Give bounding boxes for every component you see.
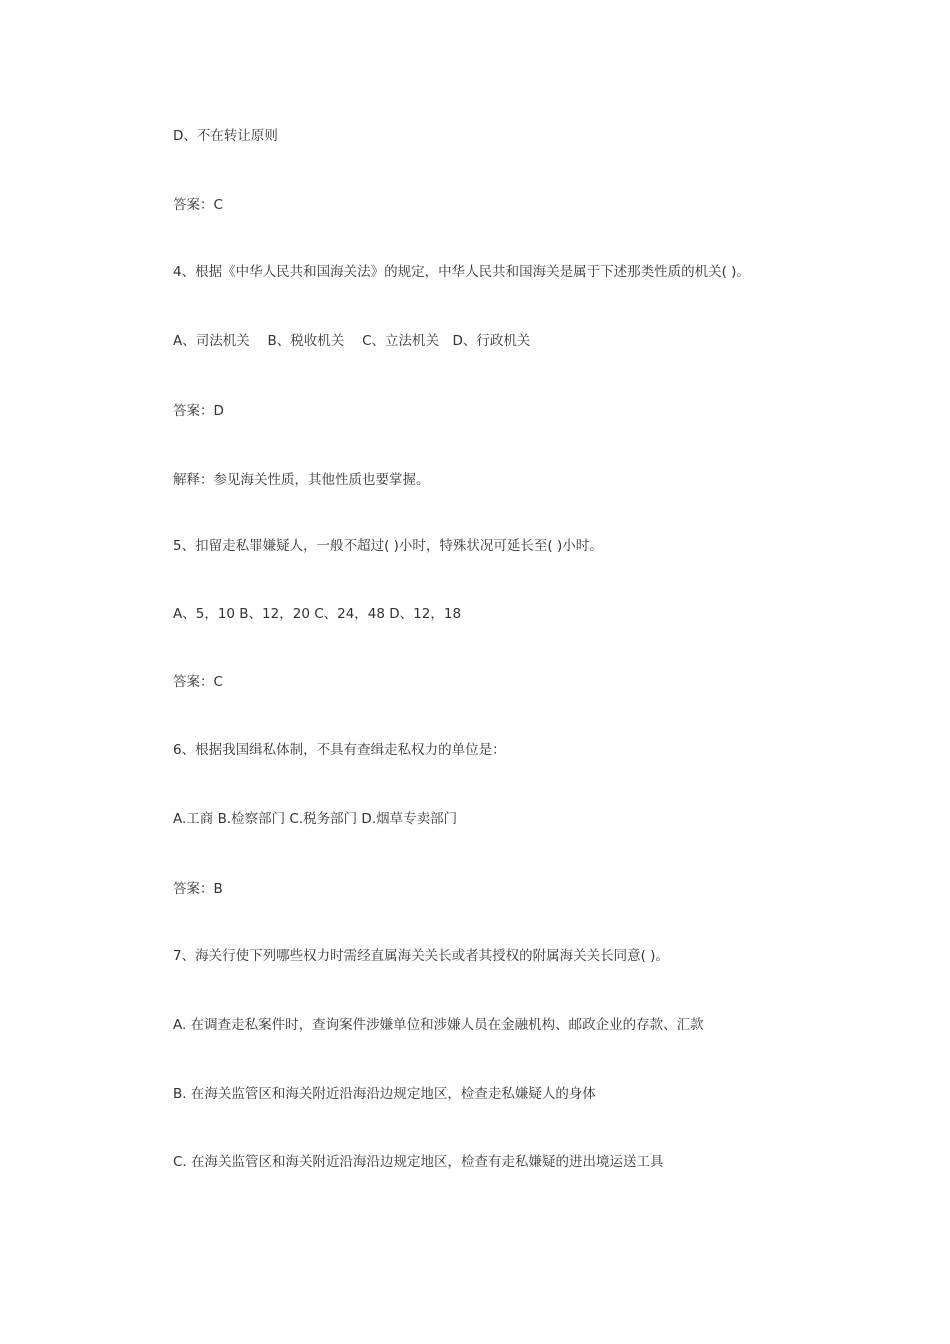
option-d-q3: D、不在转让原则 (173, 128, 278, 144)
question-4: 4、根据《中华人民共和国海关法》的规定，中华人民共和国海关是属于下述那类性质的机关( )。 (173, 264, 750, 280)
options-q4: A、司法机关 B、税收机关 C、立法机关 D、行政机关 (173, 333, 531, 349)
option-a-q7: A. 在调查走私案件时，查询案件涉嫌单位和涉嫌人员在金融机构、邮政企业的存款、汇款 (173, 1017, 704, 1033)
option-c-q7: C. 在海关监管区和海关附近沿海沿边规定地区，检查有走私嫌疑的进出境运送工具 (173, 1154, 664, 1170)
question-7: 7、海关行使下列哪些权力时需经直属海关关长或者其授权的附属海关关长同意( )。 (173, 948, 669, 964)
options-q5: A、5，10 B、12，20 C、24，48 D、12，18 (173, 606, 462, 622)
question-5: 5、扣留走私罪嫌疑人，一般不超过( )小时，特殊状况可延长至( )小时。 (173, 538, 603, 554)
options-q6: A.工商 B.检察部门 C.税务部门 D.烟草专卖部门 (173, 811, 458, 827)
answer-q5: 答案：C (173, 674, 223, 690)
question-6: 6、根据我国缉私体制，不具有查缉走私权力的单位是： (173, 742, 506, 758)
explanation-q4: 解释：参见海关性质，其他性质也要掌握。 (173, 472, 430, 488)
option-b-q7: B. 在海关监管区和海关附近沿海沿边规定地区，检查走私嫌疑人的身体 (173, 1086, 596, 1102)
answer-q6: 答案：B (173, 881, 223, 897)
answer-q4: 答案：D (173, 403, 224, 419)
answer-q3: 答案：C (173, 197, 223, 213)
